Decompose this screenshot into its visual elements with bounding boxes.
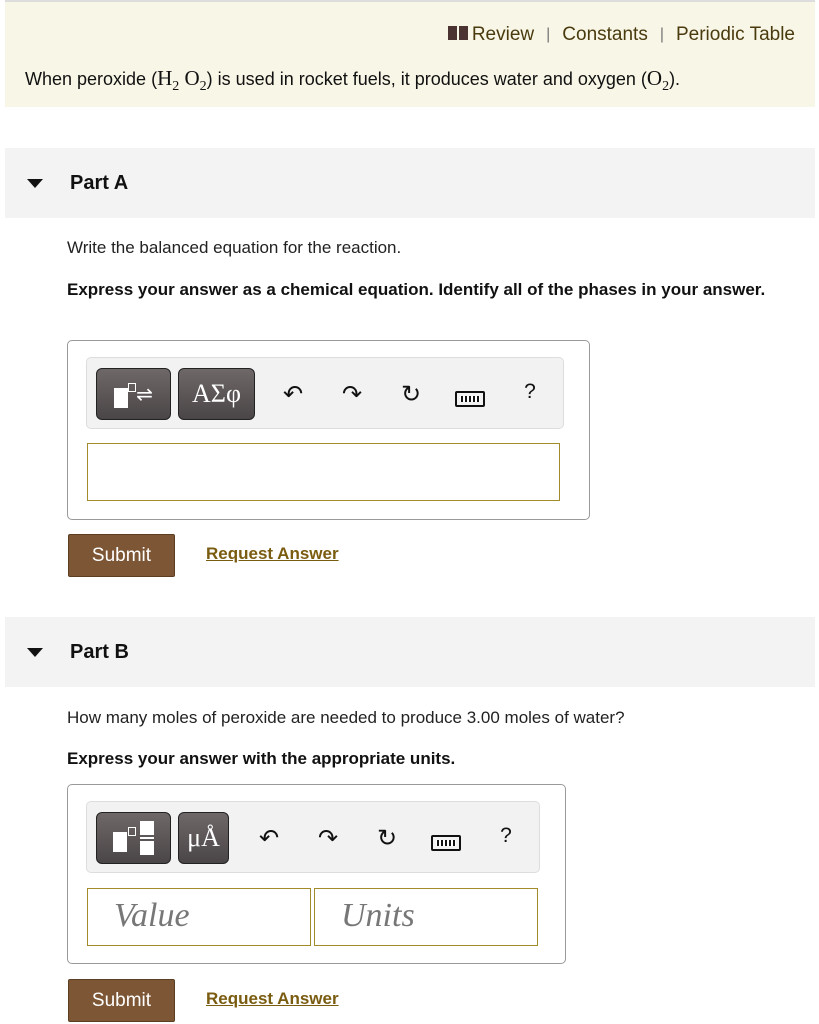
separator: | <box>659 26 664 43</box>
help-icon[interactable]: ? <box>500 824 512 847</box>
part-a-question: Write the balanced equation for the reaction. <box>67 238 402 257</box>
reset-icon[interactable]: ↻ <box>376 825 398 852</box>
intro-text <box>25 66 680 95</box>
part-a-instruction: Express your answer as a chemical equation. Identify all of the phases in your answer. <box>67 280 766 299</box>
periodic-table-link[interactable]: Periodic Table <box>675 24 795 45</box>
part-b-question: How many moles of peroxide are needed to produce 3.00 moles of water? <box>67 708 625 727</box>
part-a-submit-button[interactable]: Submit <box>68 534 175 577</box>
separator: | <box>546 26 551 43</box>
formula-o2 <box>646 66 670 95</box>
h: H <box>157 66 173 90</box>
part-b-request-answer-link[interactable]: Request Answer <box>206 989 339 1008</box>
equation-input[interactable] <box>87 443 560 501</box>
collapse-triangle-icon <box>27 648 43 657</box>
templates-button[interactable]: ⇌ <box>96 368 171 420</box>
problem-intro <box>5 0 815 107</box>
formula-h2o2 <box>157 66 207 95</box>
part-b-header[interactable] <box>5 617 815 687</box>
undo-icon[interactable]: ↶ <box>258 825 280 852</box>
part-a-request-answer-link[interactable]: Request Answer <box>206 544 339 563</box>
o: O <box>646 66 663 90</box>
sub: 2 <box>172 79 180 95</box>
collapse-triangle-icon <box>27 179 43 188</box>
symbols-button[interactable]: ΑΣφ <box>178 368 255 420</box>
part-b-answer-box <box>67 784 566 964</box>
keyboard-icon[interactable] <box>431 830 461 858</box>
intro-text-3: ). <box>669 69 681 89</box>
reset-icon[interactable]: ↻ <box>400 381 422 408</box>
intro-text-2: ) is used in rocket fuels, it produces water and oxygen ( <box>206 69 647 89</box>
constants-link[interactable]: Constants <box>562 24 648 45</box>
part-b-submit-button[interactable]: Submit <box>68 979 175 1022</box>
part-a-toolbar <box>86 357 564 429</box>
part-a-header[interactable] <box>5 148 815 218</box>
units-placeholder: Units <box>341 897 415 934</box>
value-input[interactable] <box>87 888 311 946</box>
templates-button[interactable] <box>96 812 171 864</box>
undo-icon[interactable]: ↶ <box>282 381 304 408</box>
part-b-toolbar <box>86 801 540 873</box>
intro-text-1: When peroxide ( <box>25 69 158 89</box>
part-a-answer-box <box>67 340 590 520</box>
book-icon <box>448 26 468 40</box>
units-input[interactable] <box>314 888 538 946</box>
units-symbols-button[interactable]: μÅ <box>178 812 229 864</box>
o: O <box>184 66 200 90</box>
redo-icon[interactable]: ↷ <box>317 825 339 852</box>
keyboard-icon[interactable] <box>455 386 485 414</box>
resource-links <box>448 24 795 46</box>
value-placeholder: Value <box>114 897 190 934</box>
part-a-title: Part A <box>70 172 129 194</box>
redo-icon[interactable]: ↷ <box>341 381 363 408</box>
review-link[interactable] <box>448 24 534 46</box>
part-b-instruction: Express your answer with the appropriate units. <box>67 749 456 768</box>
review-label: Review <box>471 24 535 45</box>
sub: 2 <box>199 79 207 95</box>
sub: 2 <box>662 79 670 95</box>
help-icon[interactable]: ? <box>524 380 536 403</box>
part-b-title: Part B <box>70 641 129 663</box>
